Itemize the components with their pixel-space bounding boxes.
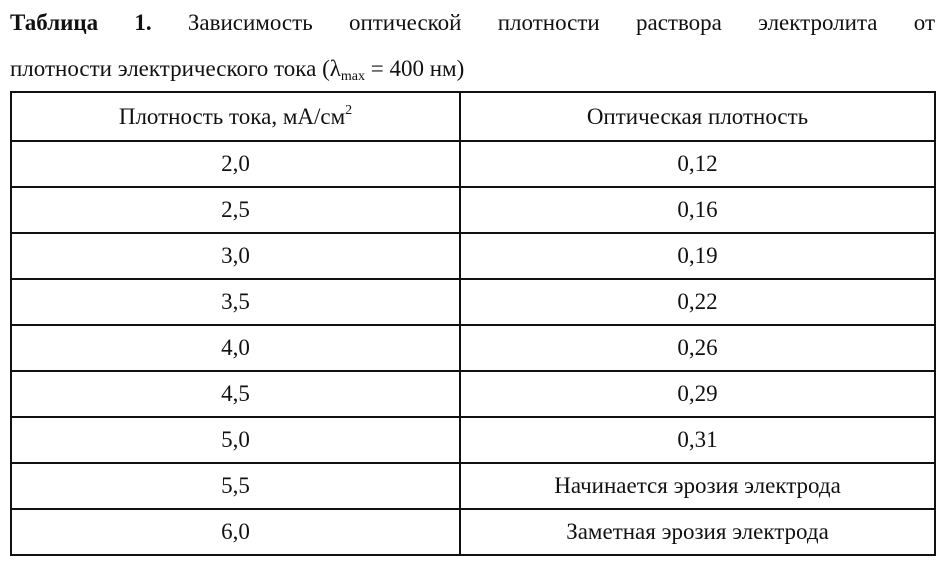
table-caption-line2-suffix: = 400 нм) xyxy=(365,56,465,81)
cell-optical-density: 0,16 xyxy=(460,187,935,233)
cell-current: 3,0 xyxy=(11,233,460,279)
cell-current: 2,5 xyxy=(11,187,460,233)
cell-optical-density: 0,26 xyxy=(460,325,935,371)
cell-optical-density: 0,31 xyxy=(460,417,935,463)
header-optical-density: Оптическая плотность xyxy=(460,92,935,141)
cell-optical-density: 0,12 xyxy=(460,141,935,187)
cell-current: 5,5 xyxy=(11,463,460,509)
table-row xyxy=(11,463,935,509)
table-caption-lead: Таблица 1. xyxy=(10,10,152,35)
table-caption-line2-prefix: плотности электрического тока (λ xyxy=(10,56,341,81)
table-header-row xyxy=(11,92,935,141)
cell-optical-density: 0,19 xyxy=(460,233,935,279)
cell-optical-density: 0,22 xyxy=(460,279,935,325)
cell-current: 4,5 xyxy=(11,371,460,417)
table-row xyxy=(11,417,935,463)
cell-optical-density: 0,29 xyxy=(460,371,935,417)
table-row xyxy=(11,509,935,555)
cell-current: 5,0 xyxy=(11,417,460,463)
lambda-subscript: max xyxy=(340,69,366,84)
cell-current: 2,0 xyxy=(11,141,460,187)
table-row xyxy=(11,187,935,233)
header-current-density xyxy=(11,92,460,141)
table-caption-text: Зависимость оптической плотности раствора электролита от xyxy=(187,10,935,35)
cell-current: 6,0 xyxy=(11,509,460,555)
header-current-density-label: Плотность тока, мА/см xyxy=(118,104,346,129)
table-row xyxy=(11,371,935,417)
cell-optical-density: Начинается эрозия электрода xyxy=(460,463,935,509)
table-row xyxy=(11,233,935,279)
table-caption xyxy=(10,0,935,46)
cell-current: 3,5 xyxy=(11,279,460,325)
header-unit-superscript: 2 xyxy=(345,103,353,118)
table-row xyxy=(11,141,935,187)
cell-current: 4,0 xyxy=(11,325,460,371)
data-table xyxy=(10,91,936,556)
cell-optical-density: Заметная эрозия электрода xyxy=(460,509,935,555)
table-row xyxy=(11,279,935,325)
table-row xyxy=(11,325,935,371)
